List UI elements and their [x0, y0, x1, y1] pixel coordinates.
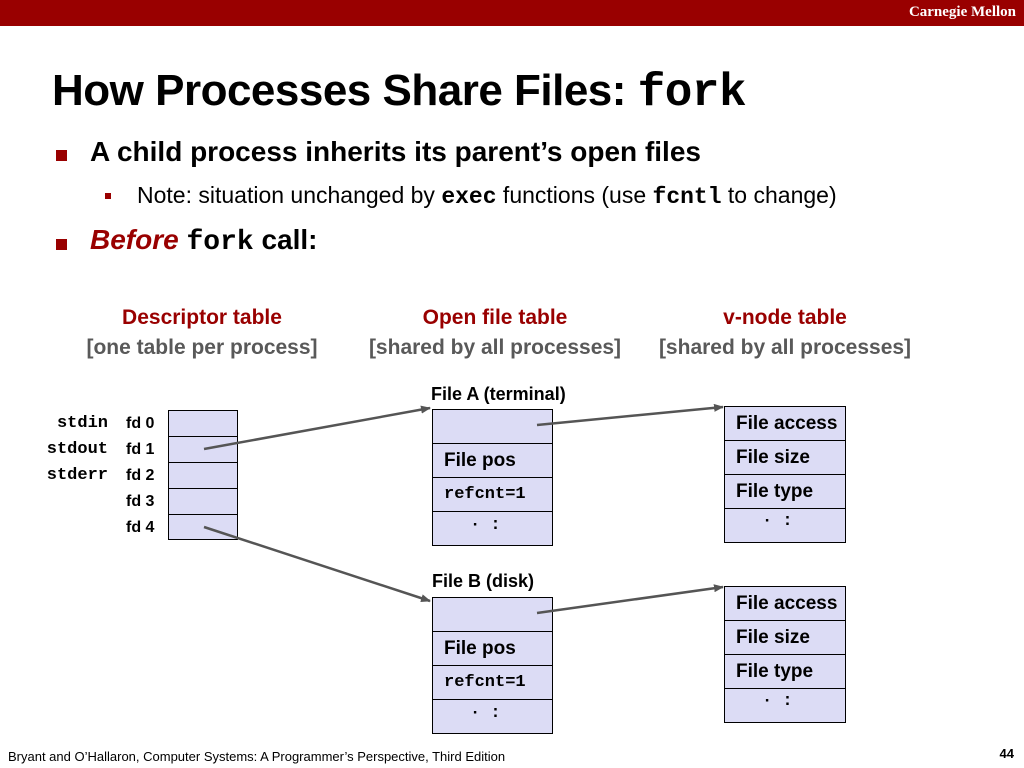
- vnode-b-more-text: · :: [762, 692, 793, 711]
- file-b-label: File B (disk): [432, 571, 535, 591]
- stdin-label: stdin: [56, 414, 108, 433]
- code-fcntl: fcntl: [652, 184, 722, 210]
- stdout-label: stdout: [46, 440, 108, 459]
- title-text: How Processes Share Files:: [52, 66, 638, 115]
- file-a-label: File A (terminal): [431, 384, 566, 404]
- open-file-table-subtitle: [shared by all processes]: [368, 336, 622, 359]
- vnode-table-subtitle: [shared by all processes]: [658, 336, 912, 359]
- page-number: 44: [999, 746, 1014, 761]
- vnode-b-access-text: File access: [736, 593, 838, 614]
- file-b-more-text: · :: [470, 704, 501, 723]
- file-a-refcnt-text: refcnt=1: [444, 485, 526, 504]
- fd-label: fd 4: [126, 519, 155, 536]
- file-a-more-text: · :: [470, 516, 501, 535]
- footer-citation: Bryant and O’Hallaron, Computer Systems: A Programmer’s Perspective, Third Edition: [8, 749, 506, 764]
- vnode-b-size-text: File size: [736, 627, 810, 648]
- descriptor-table-subtitle: [one table per process]: [86, 336, 318, 359]
- file-a-pos-text: File pos: [444, 450, 516, 471]
- file-b-refcnt-text: refcnt=1: [444, 673, 526, 692]
- bullet-inherit: A child process inherits its parent’s open files: [90, 136, 701, 167]
- title-code: fork: [637, 67, 747, 119]
- vnode-b-type-text: File type: [736, 661, 814, 682]
- note-pre: Note: situation unchanged by: [137, 182, 442, 208]
- file-b-pos-text: File pos: [444, 638, 516, 659]
- open-file-table-title: Open file table: [422, 306, 568, 329]
- vnode-a-more-text: · :: [762, 512, 793, 531]
- fd-label: fd 1: [126, 441, 155, 458]
- call-text: call:: [253, 224, 318, 255]
- fd-label: fd 3: [126, 493, 155, 510]
- fd-label: fd 0: [126, 415, 155, 432]
- note-mid: functions (use: [496, 182, 653, 208]
- note-post: to change): [721, 182, 837, 208]
- file-b-to-vnode-b-arrow: [537, 587, 723, 613]
- vnode-a-access-text: File access: [736, 413, 838, 434]
- fd4-to-file-b-arrow: [204, 527, 430, 601]
- before-emph: Before: [90, 224, 179, 255]
- vnode-a-type-text: File type: [736, 481, 814, 502]
- code-exec: exec: [441, 184, 497, 210]
- stderr-label: stderr: [46, 466, 108, 485]
- descriptor-table-title: Descriptor table: [122, 306, 282, 329]
- fd1-to-file-a-arrow: [204, 408, 430, 449]
- fd-label: fd 2: [126, 467, 155, 484]
- vnode-a-size-text: File size: [736, 447, 810, 468]
- file-a-to-vnode-a-arrow: [537, 407, 723, 425]
- vnode-table-title: v-node table: [723, 306, 847, 329]
- brand-label: Carnegie Mellon: [908, 4, 1016, 20]
- code-fork: fork: [186, 227, 254, 258]
